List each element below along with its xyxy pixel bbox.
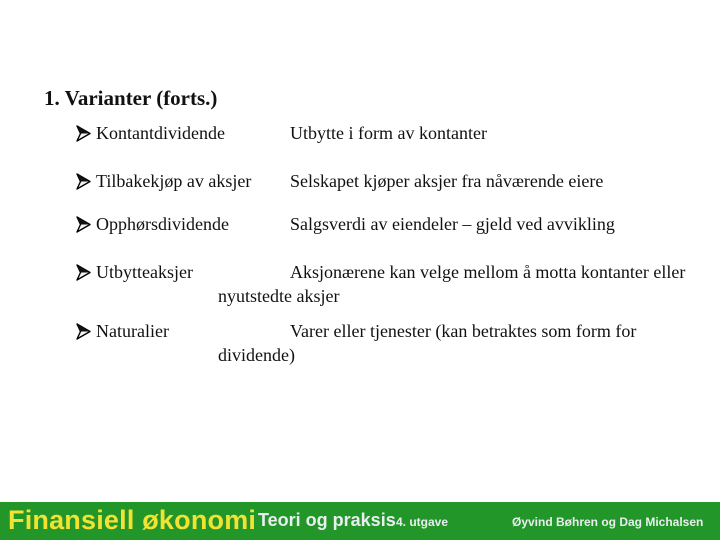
footer-subtitle: Teori og praksis: [258, 510, 396, 530]
footer-authors: Øyvind Bøhren og Dag Michalsen: [512, 515, 704, 529]
item-term: Naturalier: [96, 321, 169, 341]
item-description: Aksjonærene kan velge mellom å motta kontanter eller nyutstedte aksjer: [218, 262, 686, 306]
arrow-bullet-icon: [76, 125, 91, 142]
item-term: Opphørsdividende: [96, 214, 229, 234]
list-item-kontantdividende: [0, 121, 720, 146]
arrow-bullet-icon: [76, 216, 91, 233]
list-item-naturalier: [0, 319, 720, 369]
arrow-bullet-icon: [76, 264, 91, 281]
arrow-bullet-icon: [76, 323, 91, 340]
item-term: Utbytteaksjer: [96, 262, 193, 282]
item-description: Utbytte i form av kontanter: [290, 123, 487, 143]
arrow-bullet-icon: [76, 173, 91, 190]
item-description: Varer eller tjenester (kan betraktes som form for dividende): [218, 321, 637, 365]
item-description: Selskapet kjøper aksjer fra nåværende eiere: [290, 171, 604, 191]
slide-title: 1. Varianter (forts.): [44, 86, 218, 110]
footer-banner: [0, 502, 720, 540]
footer-book-title: Finansiell økonomi: [8, 505, 257, 535]
item-term: Kontantdividende: [96, 123, 225, 143]
list-item-tilbakekjop: [0, 169, 720, 194]
list-item-utbytteaksjer: [0, 260, 720, 310]
item-term: Tilbakekjøp av aksjer: [96, 171, 252, 191]
footer-edition: 4. utgave: [396, 515, 449, 529]
item-description: Salgsverdi av eiendeler – gjeld ved avvikling: [290, 214, 615, 234]
list-item-opphorsdividende: [0, 212, 720, 237]
